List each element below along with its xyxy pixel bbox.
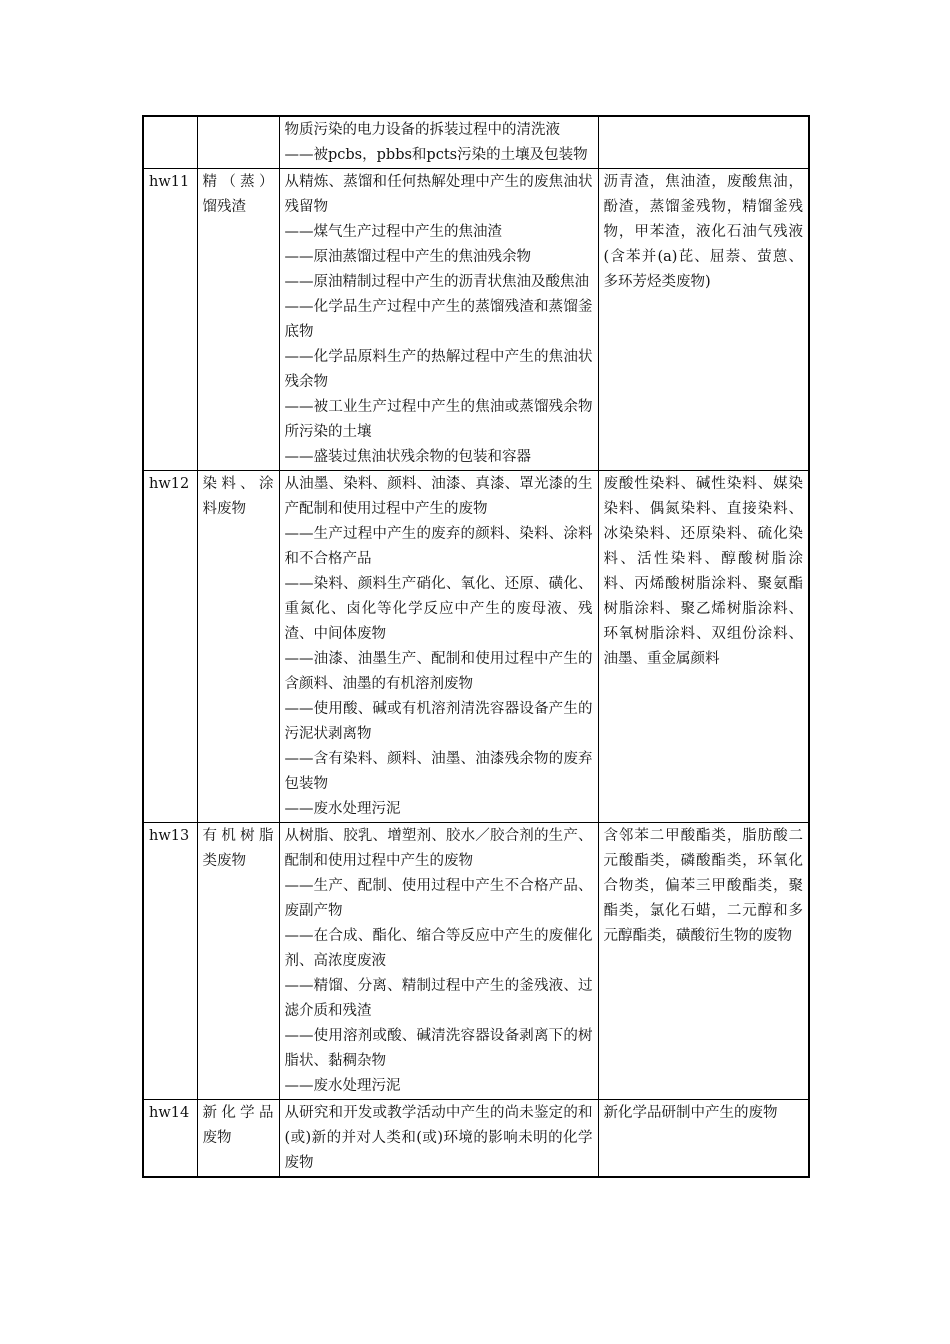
waste-code-cell: hw12 bbox=[143, 471, 197, 823]
waste-category-cell bbox=[197, 1100, 279, 1178]
waste-category-cell bbox=[197, 823, 279, 1100]
table-body bbox=[143, 116, 809, 1177]
cell-text-line: 含邻苯二甲酸酯类，脂肪酸二元酸酯类，磷酸酯类，环氧化合物类，偏苯三甲酸酯类，聚酯类，氯化石蜡，二元醇和多元醇酯类，磺酸衍生物的废物 bbox=[603, 828, 803, 944]
waste-code-cell bbox=[143, 116, 197, 169]
waste-code-cell: hw11 bbox=[143, 169, 197, 471]
table-row bbox=[143, 116, 809, 169]
waste-category-cell bbox=[197, 116, 279, 169]
table-row bbox=[143, 169, 809, 471]
cell-text-line: ——盛装过焦油状残余物的包装和容器 bbox=[284, 449, 531, 465]
cell-text-line: 有机树脂类废物 bbox=[202, 828, 274, 869]
cell-text-line: ——被工业生产过程中产生的焦油或蒸馏残余物所污染的土壤 bbox=[284, 399, 593, 440]
cell-text-line: ——使用溶剂或酸、碱清洗容器设备剥离下的树脂状、黏稠杂物 bbox=[284, 1028, 593, 1069]
hazardous-components-cell bbox=[598, 169, 809, 471]
table-row bbox=[143, 1100, 809, 1178]
cell-text-line: 沥青渣，焦油渣，废酸焦油，酚渣，蒸馏釜残物，精馏釜残物，甲苯渣，液化石油气残液(含苯并(a)芘、屈萘、萤蒽、多环芳烃类废物) bbox=[603, 174, 803, 290]
table-row bbox=[143, 471, 809, 823]
cell-text-line: ——化学品生产过程中产生的蒸馏残渣和蒸馏釜底物 bbox=[284, 299, 593, 340]
cell-text-line: ——含有染料、颜料、油墨、油漆残余物的废弃包装物 bbox=[284, 751, 593, 792]
cell-text-line: 物质污染的电力设备的拆装过程中的清洗液 bbox=[284, 122, 560, 138]
cell-text-line: 从油墨、染料、颜料、油漆、真漆、罩光漆的生产配制和使用过程中产生的废物 bbox=[284, 476, 593, 517]
cell-text-line: ——原油精制过程中产生的沥青状焦油及酸焦油 bbox=[284, 274, 589, 290]
table-row bbox=[143, 823, 809, 1100]
cell-text-line: ——废水处理污泥 bbox=[284, 1078, 401, 1094]
cell-text-line: 从研究和开发或教学活动中产生的尚未鉴定的和(或)新的并对人类和(或)环境的影响未明的化学废物 bbox=[284, 1105, 593, 1171]
waste-source-cell bbox=[279, 471, 598, 823]
cell-text-line: 废酸性染料、碱性染料、媒染染料、偶氮染料、直接染料、冰染染料、还原染料、硫化染料、活性染料、醇酸树脂涂料、丙烯酸树脂涂料、聚氨酯树脂涂料、聚乙烯树脂涂料、环氧树脂涂料、双组份涂料、油墨、重金属颜料 bbox=[603, 476, 803, 667]
hazardous-components-cell bbox=[598, 823, 809, 1100]
cell-text-line: ——油漆、油墨生产、配制和使用过程中产生的含颜料、油墨的有机溶剂废物 bbox=[284, 651, 593, 692]
cell-text-line: 从树脂、胶乳、增塑剂、胶水／胶合剂的生产、配制和使用过程中产生的废物 bbox=[284, 828, 593, 869]
cell-text-line: ——废水处理污泥 bbox=[284, 801, 401, 817]
cell-text-line: ——被pcbs，pbbs和pcts污染的土壤及包装物 bbox=[284, 147, 588, 163]
waste-classification-table bbox=[142, 115, 810, 1178]
cell-text-line: ——使用酸、碱或有机溶剂清洗容器设备产生的污泥状剥离物 bbox=[284, 701, 593, 742]
cell-text-line: ——精馏、分离、精制过程中产生的釜残液、过滤介质和残渣 bbox=[284, 978, 593, 1019]
hazardous-components-cell bbox=[598, 471, 809, 823]
cell-text-line: 新化学品研制中产生的废物 bbox=[603, 1105, 778, 1121]
waste-code-cell: hw14 bbox=[143, 1100, 197, 1178]
cell-text-line: ——生产过程中产生的废弃的颜料、染料、涂料和不合格产品 bbox=[284, 526, 593, 567]
cell-text-line: 从精炼、蒸馏和任何热解处理中产生的废焦油状残留物 bbox=[284, 174, 593, 215]
waste-source-cell bbox=[279, 823, 598, 1100]
cell-text-line: ——生产、配制、使用过程中产生不合格产品、废副产物 bbox=[284, 878, 593, 919]
waste-source-cell bbox=[279, 1100, 598, 1178]
cell-text-line: ——在合成、酯化、缩合等反应中产生的废催化剂、高浓度废液 bbox=[284, 928, 593, 969]
hazardous-components-cell bbox=[598, 116, 809, 169]
cell-text-line: 新化学品废物 bbox=[202, 1105, 274, 1146]
cell-text-line: ——染料、颜料生产硝化、氧化、还原、磺化、重氮化、卤化等化学反应中产生的废母液、残渣、中间体废物 bbox=[284, 576, 593, 642]
cell-text-line: ——化学品原料生产的热解过程中产生的焦油状残余物 bbox=[284, 349, 593, 390]
cell-text-line: 精（蒸）馏残渣 bbox=[202, 174, 274, 215]
waste-source-cell bbox=[279, 116, 598, 169]
waste-code-cell: hw13 bbox=[143, 823, 197, 1100]
waste-category-cell bbox=[197, 169, 279, 471]
cell-text-line: 染料、涂料废物 bbox=[202, 476, 274, 517]
hazardous-components-cell bbox=[598, 1100, 809, 1178]
cell-text-line: ——煤气生产过程中产生的焦油渣 bbox=[284, 224, 502, 240]
waste-category-cell bbox=[197, 471, 279, 823]
waste-source-cell bbox=[279, 169, 598, 471]
cell-text-line: ——原油蒸馏过程中产生的焦油残余物 bbox=[284, 249, 531, 265]
